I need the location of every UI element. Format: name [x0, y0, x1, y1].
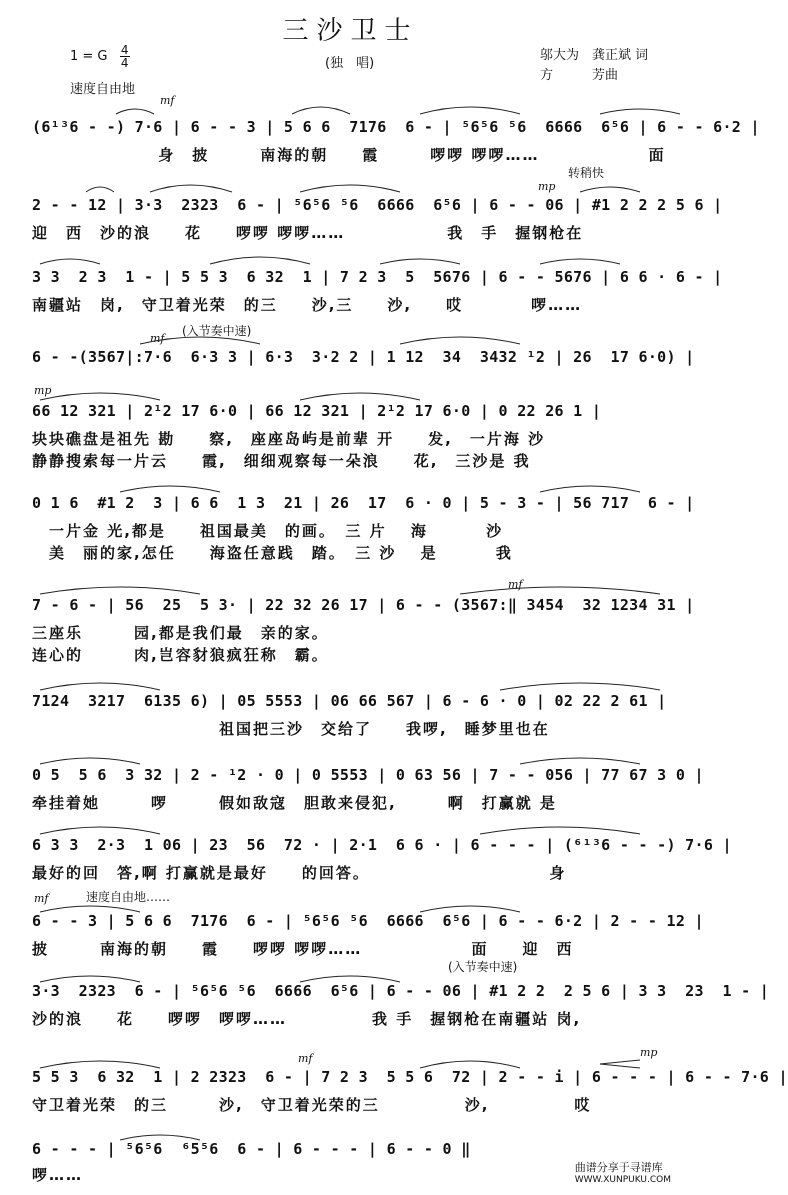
footer-credit	[575, 1159, 671, 1185]
dynamic-mark: mf	[508, 578, 523, 591]
notation-line: 7 - 6 - | 56 25 5 3· | 22 32 26 17 | 6 - - (3567:‖ 3454 32 1234 31 |	[32, 596, 695, 614]
footer-text: 曲谱分享于寻谱库	[574, 1161, 663, 1174]
notation-line: 6 - -(3567|:7·6 6·3 3 | 6·3 3·2 2 | 1 12 34 3432 ¹2 | 26 17 6·0) |	[32, 348, 695, 366]
notation-line: 2 - - 12 | 3·3 2323 6 - | ⁵6⁵6 ⁵6 6666 6⁵6 | 6 - - 06 | #1 2 2 2 5 6 |	[32, 196, 723, 214]
notation-line: 5 5 3 6 32 1 | 2 2323 6 - | 7 2 3 5 5 6 72 | 2 - - i | 6 - - - | 6 - - 7·6 |	[32, 1068, 788, 1086]
tempo-change: 转稍快	[568, 166, 605, 180]
dynamic-mark: mp	[34, 384, 52, 397]
lyric-line: 连心的 肉,岂容豺狼疯狂称 霸。	[32, 646, 329, 664]
notation-line: 3 3 2 3 1 - | 5 5 3 6 32 1 | 7 2 3 5 5676 | 6 - - 5676 | 6 6 · 6 - |	[32, 268, 723, 286]
lyric-line: 啰……	[32, 1166, 84, 1184]
notation-line: 7124 3217 6135 6) | 05 5553 | 06 66 567 | 6 - 6 · 0 | 02 22 2 61 |	[32, 692, 667, 710]
composer-credit: 方 芳曲	[540, 68, 619, 83]
lyric-line: 美 丽的家,怎任 海盗任意践 踏。 三 沙 是 我	[32, 544, 513, 562]
lyric-line: 披 南海的朝 霞 啰啰 啰啰…… 面 迎 西	[32, 940, 574, 958]
lyric-line: 沙的浪 花 啰啰 啰啰…… 我 手 握钢枪在南疆站 岗,	[32, 1010, 582, 1028]
tempo-change: (入节奏中速)	[182, 324, 252, 338]
time-bottom: 4	[120, 56, 129, 70]
notation-line: 0 1 6 #1 2 3 | 6 6 1 3 21 | 26 17 6 · 0 | 5 - 3 - | 56 717 6 - |	[32, 494, 695, 512]
lyric-line: 三座乐 园,都是我们最 亲的家。	[32, 624, 329, 642]
lyric-line: 迎 西 沙的浪 花 啰啰 啰啰…… 我 手 握钢枪在	[32, 224, 584, 242]
tempo-change: (入节奏中速)	[448, 960, 518, 974]
lyric-line: 守卫着光荣 的三 沙, 守卫着光荣的三 沙, 哎	[32, 1096, 592, 1114]
dynamic-mark: mf	[160, 94, 175, 107]
lyric-line: 最好的回 答,啊 打赢就是最好 的回答。 身	[32, 864, 567, 882]
notation-line: 6 - - 3 | 5 6 6 7176 6 - | ⁵6⁵6 ⁵6 6666 6⁵6 | 6 - - 6·2 | 2 - - 12 |	[32, 912, 704, 930]
dynamic-mark: mf	[150, 332, 165, 345]
footer-url: WWW.XUNPUKU.COM	[574, 1175, 671, 1185]
song-title: 三沙卫士	[282, 16, 419, 46]
notation-line: 6 3 3 2·3 1 06 | 23 56 72 · | 2·1 6 6 · | 6 - - - | (⁶¹³6 - - -) 7·6 |	[32, 836, 732, 854]
lyric-line: 一片金 光,都是 祖国最美 的画。 三 片 海 沙	[32, 522, 504, 540]
lyric-line: 南疆站 岗, 守卫着光荣 的三 沙,三 沙, 哎 啰……	[32, 296, 583, 314]
lyric-line: 牵挂着她 啰 假如敌寇 胆敢来侵犯, 啊 打赢就 是	[32, 794, 557, 812]
lyric-line: 静静搜索每一片云 霞, 细细观察每一朵浪 花, 三沙是 我	[32, 452, 531, 470]
performance-type: (独 唱)	[325, 56, 375, 71]
time-top: 4	[120, 43, 129, 57]
lyric-line: 块块礁盘是祖先 勘 察, 座座岛屿是前辈 开 发, 一片海 沙	[32, 430, 546, 448]
notation-line: 3·3 2323 6 - | ⁵6⁵6 ⁵6 6666 6⁵6 | 6 - - 06 | #1 2 2 2 5 6 | 3 3 23 1 - |	[32, 982, 770, 1000]
lyric-line: 身 披 南海的朝 霞 啰啰 啰啰…… 面	[32, 146, 666, 164]
dynamic-mark: mf	[298, 1052, 313, 1065]
notation-line: 66 12 321 | 2¹2 17 6·0 | 66 12 321 | 2¹2 17 6·0 | 0 22 26 1 |	[32, 402, 602, 420]
notation-line: 6 - - - | ⁵6⁵6 ⁶5⁵6 6 - | 6 - - - | 6 - - 0 ‖	[32, 1140, 471, 1158]
notation-line: 0 5 5 6 3 32 | 2 - ¹2 · 0 | 0 5553 | 0 63 56 | 7 - - 056 | 77 67 3 0 |	[32, 766, 704, 784]
lyricist-credit: 邬大为 龚正斌 词	[540, 48, 649, 63]
lyric-line: 祖国把三沙 交给了 我啰, 睡梦里也在	[32, 720, 550, 738]
key-label: 1 = G	[70, 49, 108, 64]
time-signature	[120, 44, 130, 69]
tempo-marking-repeat: 速度自由地……	[86, 890, 171, 904]
dynamic-mark: mp	[538, 180, 556, 193]
notation-line: (6¹³6 - -) 7·6 | 6 - - 3 | 5 6 6 7176 6 - | ⁵6⁵6 ⁵6 6666 6⁵6 | 6 - - 6·2 |	[32, 118, 760, 136]
tempo-marking: 速度自由地	[70, 82, 136, 97]
dynamic-mark: mf	[34, 892, 49, 905]
dynamic-mark: mp	[640, 1046, 658, 1059]
key-signature	[70, 44, 130, 69]
